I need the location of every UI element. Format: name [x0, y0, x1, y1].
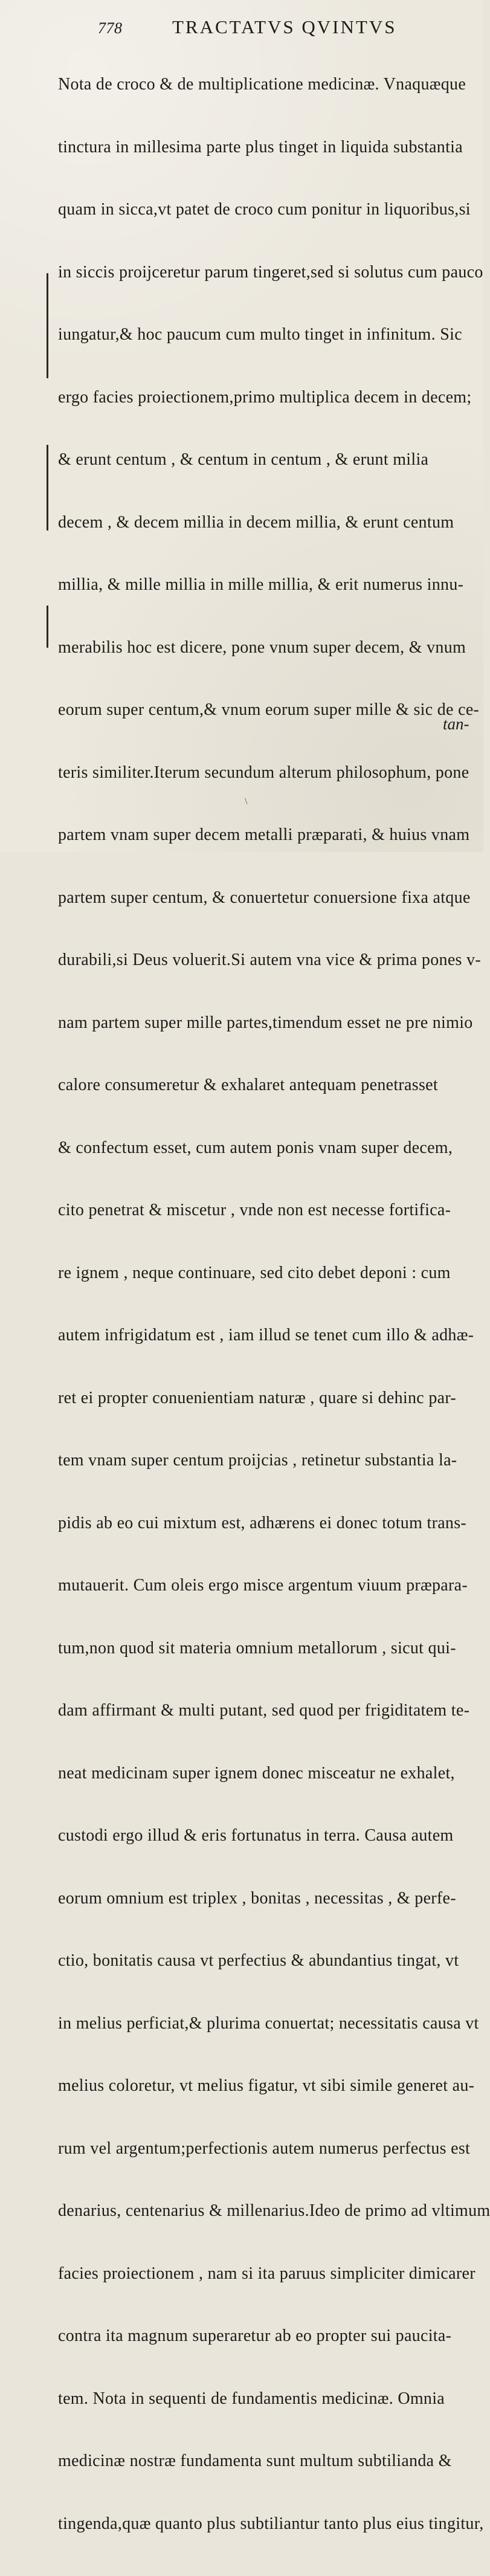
text-line: re ignem , neque continuare, sed cito debet deponi : cum [58, 1263, 451, 1282]
text-line: & confectum esset, cum autem ponis vnam super decem, [58, 1138, 453, 1157]
text-line: facies proiectionem , nam si ita paruus simpliciter dimicarer [58, 2264, 475, 2283]
text-line: ergo facies proiectionem,primo multiplica decem in decem; [58, 387, 472, 407]
text-line: partem vnam super decem metalli præparati, & huius vnam [58, 825, 470, 844]
running-title: TRACTATVS QVINTVS [172, 16, 397, 37]
page-header [47, 8, 470, 37]
text-line: quam in sicca,vt patet de croco cum ponitur in liquoribus,si [58, 200, 471, 219]
text-line: tem vnam super centum proijcias , retinetur substantia la- [58, 1451, 457, 1470]
text-line: tingenda,quæ quanto plus subtiliantur tanto plus eius tingitur, [58, 2514, 484, 2533]
margin-rule [47, 445, 48, 531]
text-line: in siccis proijceretur parum tingeret,sed si solutus cum pauco [58, 262, 483, 282]
text-line: custodi ergo illud & eris fortunatus in terra. Causa autem [58, 1826, 454, 1845]
text-line: iungatur,& hoc paucum cum multo tinget in infinitum. Sic [58, 325, 462, 344]
text-line: dam affirmant & multi putant, sed quod per frigiditatem te- [58, 1701, 470, 1720]
page-number: 778 [98, 19, 123, 37]
text-line: & erunt centum , & centum in centum , & erunt milia [58, 450, 429, 469]
text-line: decem , & decem millia in decem millia, & erunt centum [58, 512, 454, 532]
text-line: neat medicinam super ignem donec misceatur ne exhalet, [58, 1763, 455, 1783]
margin-rule [47, 605, 48, 648]
text-line: autem infrigidatum est , iam illud se tenet cum illo & adhæ- [58, 1326, 474, 1344]
text-line: nam partem super mille partes,timendum esset ne pre nimio [58, 1013, 473, 1032]
text-line: eorum omnium est triplex , bonitas , necessitas , & perfe- [58, 1888, 456, 1908]
text-line: tem. Nota in sequenti de fundamentis medicinæ. Omnia [58, 2389, 445, 2408]
margin-rule [47, 273, 48, 378]
text-line: in melius perficiat,& plurima conuertat; necessitatis causa vt [58, 2013, 479, 2033]
text-line: melius coloretur, vt melius figatur, vt sibi simile generet au- [58, 2076, 475, 2095]
text-line: ret ei propter conuenientiam naturæ , quare si dehinc par- [58, 1388, 457, 1407]
text-line: contra ita magnum superaretur ab eo propter sui paucita- [58, 2326, 452, 2345]
text-line: teris similiter.Iterum secundum alterum philosophum, pone [58, 763, 469, 782]
text-line: denarius, centenarius & millenarius.Ideo de primo ad vltimum [58, 2201, 490, 2220]
text-line: medicinæ nostræ fundamenta sunt multum subtilianda & [58, 2452, 452, 2470]
catchword: tan- [443, 715, 469, 733]
text-line: tinctura in millesima parte plus tinget in liquida substantia [58, 137, 463, 157]
body-text [58, 33, 490, 2576]
text-line: merabilis hoc est dicere, pone vnum super decem, & vnum [58, 638, 466, 657]
stray-mark: \ [245, 796, 248, 807]
text-line: durabili,si Deus voluerit.Si autem vna vice & prima pones v- [58, 951, 481, 969]
text-line: partem super centum, & conuertetur conuersione fixa atque [58, 888, 471, 907]
text-line: eorum super centum,& vnum eorum super mille & sic de ce- [58, 700, 480, 719]
text-line: Nota de croco & de multiplicatione medicinæ. Vnaquæque [58, 75, 466, 94]
text-line: ctio, bonitatis causa vt perfectius & abundantius tingat, vt [58, 1951, 459, 1970]
text-line: millia, & mille millia in mille millia, & erit numerus innu- [58, 575, 464, 594]
text-line: mutauerit. Cum oleis ergo misce argentum viuum præpara- [58, 1576, 468, 1595]
text-line: pidis ab eo cui mixtum est, adhærens ei donec totum trans- [58, 1513, 467, 1532]
text-line: cito penetrat & miscetur , vnde non est necesse fortifica- [58, 1201, 451, 1219]
text-line: tum,non quod sit materia omnium metallorum , sicut qui- [58, 1638, 456, 1658]
text-line: calore consumeretur & exhalaret antequam penetrasset [58, 1076, 438, 1094]
text-line: rum vel argentum;perfectionis autem numerus perfectus est [58, 2139, 471, 2158]
